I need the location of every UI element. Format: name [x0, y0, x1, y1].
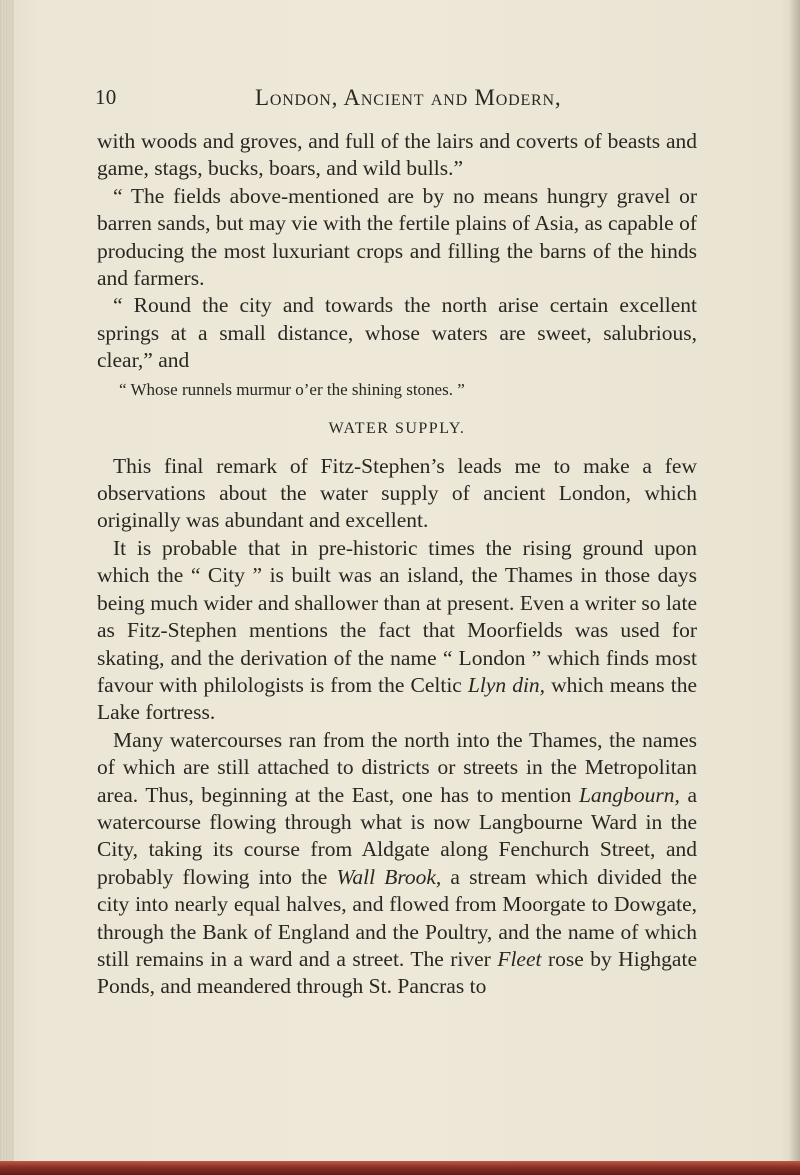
paragraph-part-2: a watercourse flowing through what is now Langbourne Ward in the City, taking its course from Aldgate along Fenchurch Street, and probably flowing into the: [97, 782, 698, 889]
paragraph-2: “ The fields above-mentioned are by no means hungry gravel or barren sands, but may vie with the fertile plains of Asia, as capable of producing the most luxuriant crops and filling the barns of the hinds and farmers.: [97, 183, 697, 291]
italic-term-wall-brook: Wall Brook,: [336, 864, 442, 889]
page-edge: [790, 0, 800, 1175]
page-bottom-edge: [0, 1161, 800, 1175]
paragraph-1: with woods and groves, and full of the lairs and coverts of beasts and game, stags, bucks, boars, and wild bulls.”: [97, 129, 697, 181]
italic-term-llyn-din: Llyn din,: [467, 672, 546, 697]
running-head: [95, 85, 695, 115]
page-gutter: [0, 0, 14, 1175]
section-heading: WATER SUPPLY.: [328, 419, 466, 437]
italic-term-langbourn: Langbourn,: [578, 782, 680, 807]
paragraph-text-after: which means the Lake fortress.: [97, 672, 697, 725]
italic-term-fleet: Fleet: [497, 946, 542, 971]
paragraph-text: It is probable that in pre-historic times the rising ground upon which the “ City ” is built was an island, the Thames in those days being much wider and shallower than at present. Even a writer so late as Fitz-Stephen mentions the fact that Moorfields was used for skating, and the derivation of the name “ London ” which finds most favour with philologists is from the Celtic: [97, 535, 697, 697]
verse-quote: “ Whose runnels murmur o’er the shining stones. ”: [119, 379, 465, 399]
page-number: 10: [95, 85, 117, 109]
section-paragraph-3: [97, 727, 697, 1001]
section-paragraph-2: [97, 535, 697, 727]
page-body: [97, 128, 697, 1001]
paragraph-part-4: rose by Highgate Ponds, and meandered through St. Pancras to: [97, 946, 697, 999]
section-paragraph-1: This final remark of Fitz-Stephen’s leads me to make a few observations about the water supply of ancient London, which originally was abundant and excellent.: [97, 453, 697, 533]
paragraph-3: “ Round the city and towards the north arise certain excellent springs at a small distance, whose waters are sweet, salubrious, clear,” and: [97, 293, 697, 373]
paragraph-part-1: Many watercourses ran from the north into the Thames, the names of which are still attached to districts or streets in the Metropolitan area. Thus, beginning at the East, one has to mention: [97, 727, 697, 807]
paragraph-part-3: a stream which divided the city into nearly equal halves, and flowed from Moorgate to Dowgate, through the Bank of England and the Poultry, and the name of which still remains in a ward and a street. The river: [97, 864, 697, 971]
running-title: London, Ancient and Modern,: [255, 85, 562, 110]
